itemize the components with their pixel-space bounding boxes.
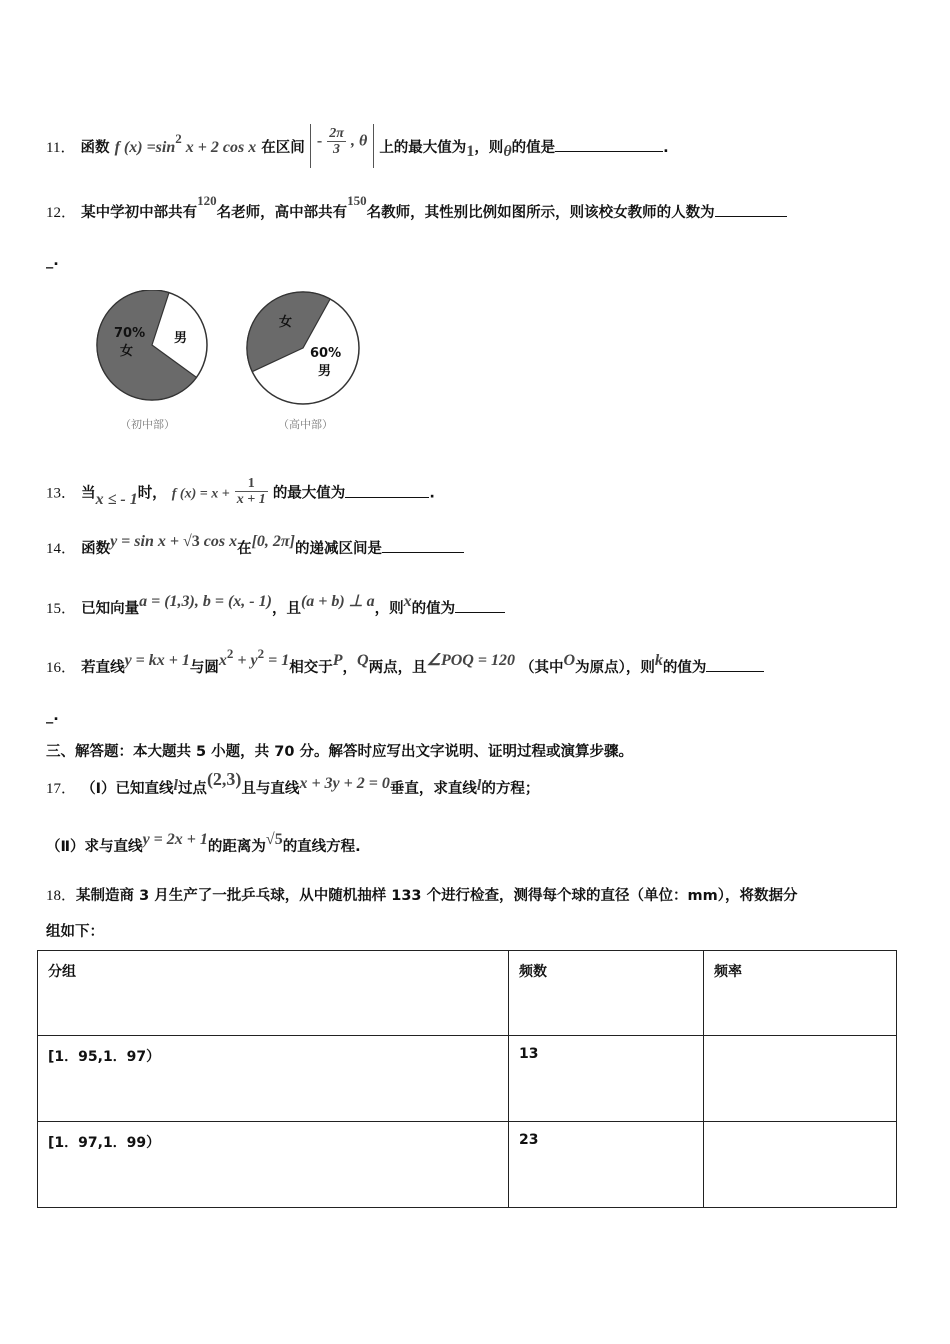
interval-bracket: - $\frac{2\pi}{3}$ , θ bbox=[310, 124, 374, 168]
pie-chart-senior bbox=[245, 290, 375, 440]
pie-label-percent: 70% bbox=[114, 326, 146, 341]
question-17-part2: （Ⅱ）求与直线y = 2x + 1的距离为√5的直线方程. bbox=[46, 831, 361, 855]
answer-blank[interactable] bbox=[555, 137, 663, 152]
question-16: 16． 若直线y = kx + 1与圆x2 + y2 = 1相交于P，Q两点，且∠POQ = 120 （其中O为原点），则k的值为 bbox=[46, 656, 764, 677]
section-heading: 三、解答题：本大题共 5 小题，共 70 分。解答时应写出文字说明、证明过程或演算步骤。 bbox=[46, 744, 633, 760]
table-header-row bbox=[38, 951, 897, 1036]
question-11: 11． 函数 f (x) =sin2 x + 2 cos x 在区间 - $\frac{2\pi}{3}$ , θ 上的最大值为1，则θ的值是 . bbox=[46, 126, 669, 170]
table-row bbox=[38, 1122, 897, 1208]
pie-label-female: 女 bbox=[120, 344, 134, 359]
table-cell[interactable] bbox=[704, 1122, 897, 1208]
frequency-table bbox=[37, 950, 897, 1208]
table-row bbox=[38, 1036, 897, 1122]
question-18-continuation: 组如下： bbox=[46, 924, 104, 940]
table-cell: 23 bbox=[509, 1122, 704, 1208]
table-header: 频率 bbox=[704, 951, 897, 1036]
question-16-continuation: _. bbox=[46, 708, 59, 724]
table-header: 频数 bbox=[509, 951, 704, 1036]
answer-blank[interactable] bbox=[715, 202, 787, 217]
pie-label-female: 女 bbox=[279, 315, 293, 330]
table-cell: [1．97,1．99） bbox=[38, 1122, 509, 1208]
question-12-continuation: _. bbox=[46, 253, 59, 269]
answer-blank[interactable] bbox=[382, 538, 464, 553]
question-15: 15． 已知向量a = (1,3), b = (x, - 1)，且(a + b) ⊥ a，则x的值为 bbox=[46, 597, 505, 618]
table-cell: 13 bbox=[509, 1036, 704, 1122]
pie-caption: （初中部） bbox=[120, 418, 175, 431]
pie-chart-junior bbox=[90, 290, 220, 440]
answer-blank[interactable] bbox=[345, 483, 429, 498]
pie-label-male: 男 bbox=[318, 364, 332, 379]
question-17: 17． （Ⅰ）已知直线l过点(2,3)且与直线x + 3y + 2 = 0垂直，求直线l的方程； bbox=[46, 769, 540, 797]
question-12: 12． 某中学初中部共有120名老师，高中部共有150名教师，其性别比例如图所示，则该校女教师的人数为 bbox=[46, 201, 787, 222]
answer-blank[interactable] bbox=[455, 598, 505, 613]
table-header: 分组 bbox=[38, 951, 509, 1036]
question-14: 14． 函数y = sin x + √3 cos x在[0, 2π]的递减区间是 bbox=[46, 537, 464, 558]
fraction: $\frac{1}{x + 1}$ bbox=[236, 476, 266, 507]
question-13: 13． 当x ≤ - 1时， f (x) = x + $\frac{1}{x + 1}$ 的最大值为 . bbox=[46, 476, 435, 508]
pie-label-male: 男 bbox=[174, 331, 188, 346]
table-cell: [1．95,1．97） bbox=[38, 1036, 509, 1122]
question-18: 18．某制造商 3 月生产了一批乒乓球，从中随机抽样 133 个进行检查，测得每个球的直径（单位：mm），将数据分 bbox=[46, 888, 798, 904]
fraction: $\frac{2\pi}{3}$ bbox=[329, 126, 344, 157]
pie-label-percent: 60% bbox=[310, 346, 342, 361]
pie-caption: （高中部） bbox=[278, 418, 333, 431]
answer-blank[interactable] bbox=[706, 657, 764, 672]
table-cell[interactable] bbox=[704, 1036, 897, 1122]
